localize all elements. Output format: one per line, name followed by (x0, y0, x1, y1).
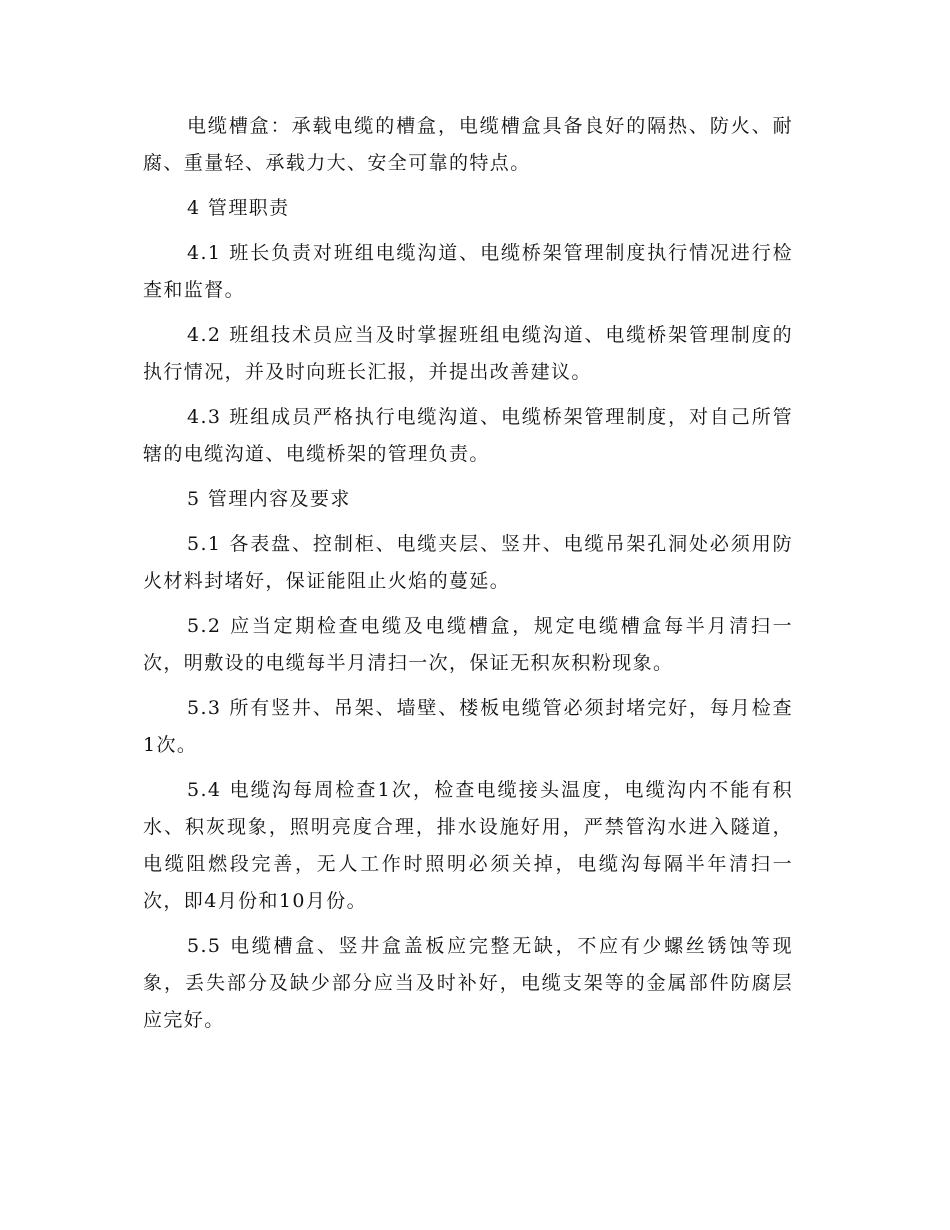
section-heading-5: 5 管理内容及要求 (187, 488, 351, 510)
section-heading-4: 4 管理职责 (187, 197, 290, 219)
paragraph-4-1: 4.1 班长负责对班组电缆沟道、电缆桥架管理制度执行情况进行检查和监督。 (143, 242, 793, 301)
paragraph-5-4: 5.4 电缆沟每周检查1次，检查电缆接头温度，电缆沟内不能有积水、积灰现象，照明亮度合理，排水设施好用，严禁管沟水进入隧道，电缆阻燃段完善，无人工作时照明必须关掉，电缆沟每隔半年清扫一次，即4月份和10月份。 (143, 779, 793, 912)
paragraph-cable-tray-definition: 电缆槽盒：承载电缆的槽盒，电缆槽盒具备良好的隔热、防火、耐腐、重量轻、承载力大、安全可靠的特点。 (143, 115, 793, 174)
paragraph-4-3: 4.3 班组成员严格执行电缆沟道、电缆桥架管理制度，对自己所管辖的电缆沟道、电缆桥架的管理负责。 (143, 406, 793, 465)
paragraph-5-1: 5.1 各表盘、控制柜、电缆夹层、竖井、电缆吊架孔洞处必须用防火材料封堵好，保证能阻止火焰的蔓延。 (143, 533, 793, 592)
paragraph-4-2: 4.2 班组技术员应当及时掌握班组电缆沟道、电缆桥架管理制度的执行情况，并及时向班长汇报，并提出改善建议。 (143, 324, 793, 383)
document-body (143, 108, 793, 1047)
paragraph-5-3: 5.3 所有竖井、吊架、墙壁、楼板电缆管必须封堵完好，每月检查1次。 (143, 697, 793, 756)
paragraph-5-2: 5.2 应当定期检查电缆及电缆槽盒，规定电缆槽盒每半月清扫一次，明敷设的电缆每半月清扫一次，保证无积灰积粉现象。 (143, 615, 793, 674)
paragraph-5-5: 5.5 电缆槽盒、竖井盒盖板应完整无缺，不应有少螺丝锈蚀等现象，丢失部分及缺少部分应当及时补好，电缆支架等的金属部件防腐层应完好。 (143, 935, 793, 1031)
